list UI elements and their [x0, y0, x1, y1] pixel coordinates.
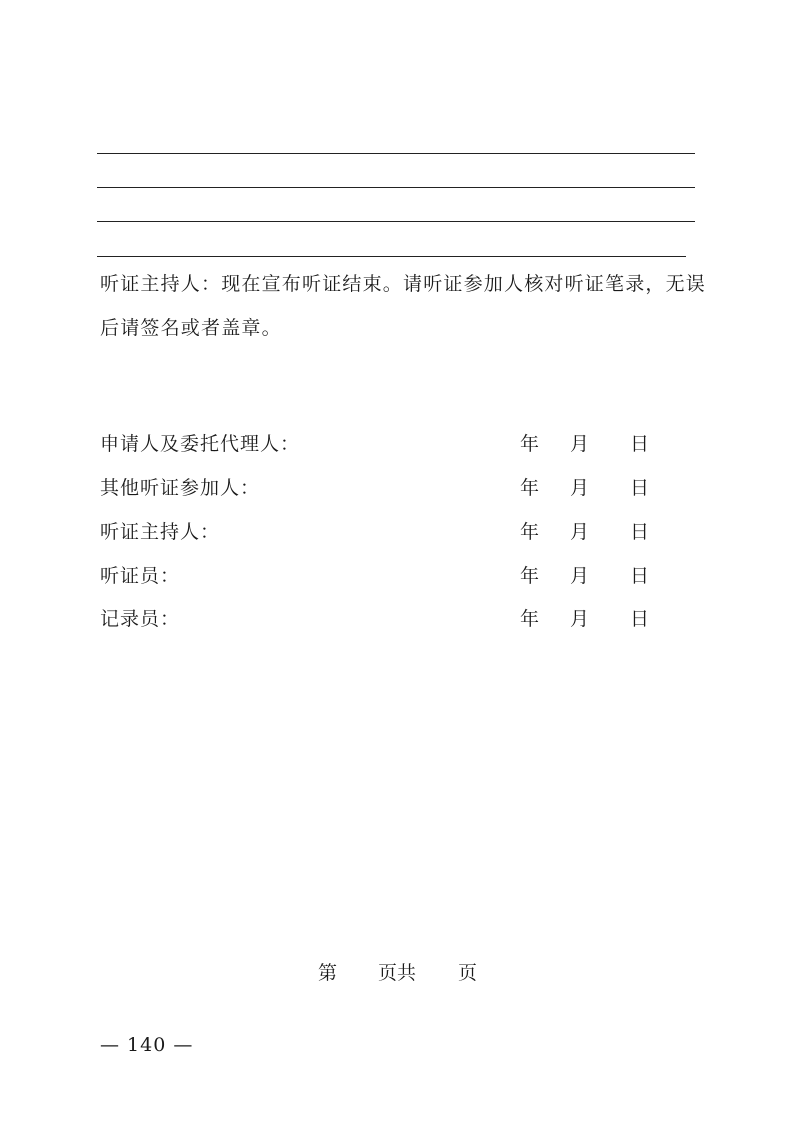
record-line-1 [97, 153, 695, 154]
signature-row-applicant [100, 429, 660, 459]
date-day: 日 [630, 521, 651, 543]
page-number: — 140 — [100, 1034, 194, 1056]
signature-label: 申请人及委托代理人： [100, 433, 301, 455]
closing-statement-line-1: 听证主持人：现在宣布听证结束。请听证参加人核对听证笔录，无误 [100, 273, 707, 295]
date-day: 日 [630, 477, 651, 499]
date-day: 日 [630, 608, 651, 630]
date-month: 月 [570, 477, 591, 499]
date-month: 月 [570, 433, 591, 455]
date-year: 年 [520, 608, 541, 630]
signature-label: 听证主持人： [100, 521, 221, 543]
signature-label: 记录员： [100, 608, 181, 630]
date-month: 月 [570, 565, 591, 587]
signature-row-hearing-officer [100, 561, 660, 591]
record-line-4 [97, 256, 686, 257]
signature-row-other-participants [100, 473, 660, 503]
signature-label: 听证员： [100, 565, 181, 587]
date-month: 月 [570, 521, 591, 543]
date-day: 日 [630, 433, 651, 455]
date-year: 年 [520, 521, 541, 543]
date-day: 日 [630, 565, 651, 587]
footer-page-ye-gong: 页共 [378, 962, 417, 984]
signature-label: 其他听证参加人： [100, 477, 261, 499]
date-year: 年 [520, 477, 541, 499]
date-month: 月 [570, 608, 591, 630]
date-year: 年 [520, 565, 541, 587]
footer-page-di: 第 [318, 962, 338, 984]
record-line-2 [97, 187, 695, 188]
closing-statement-line-2: 后请签名或者盖章。 [100, 317, 282, 339]
date-year: 年 [520, 433, 541, 455]
signature-row-host [100, 517, 660, 547]
signature-row-recorder [100, 604, 660, 634]
footer-page-ye: 页 [458, 962, 478, 984]
record-line-3 [97, 221, 695, 222]
